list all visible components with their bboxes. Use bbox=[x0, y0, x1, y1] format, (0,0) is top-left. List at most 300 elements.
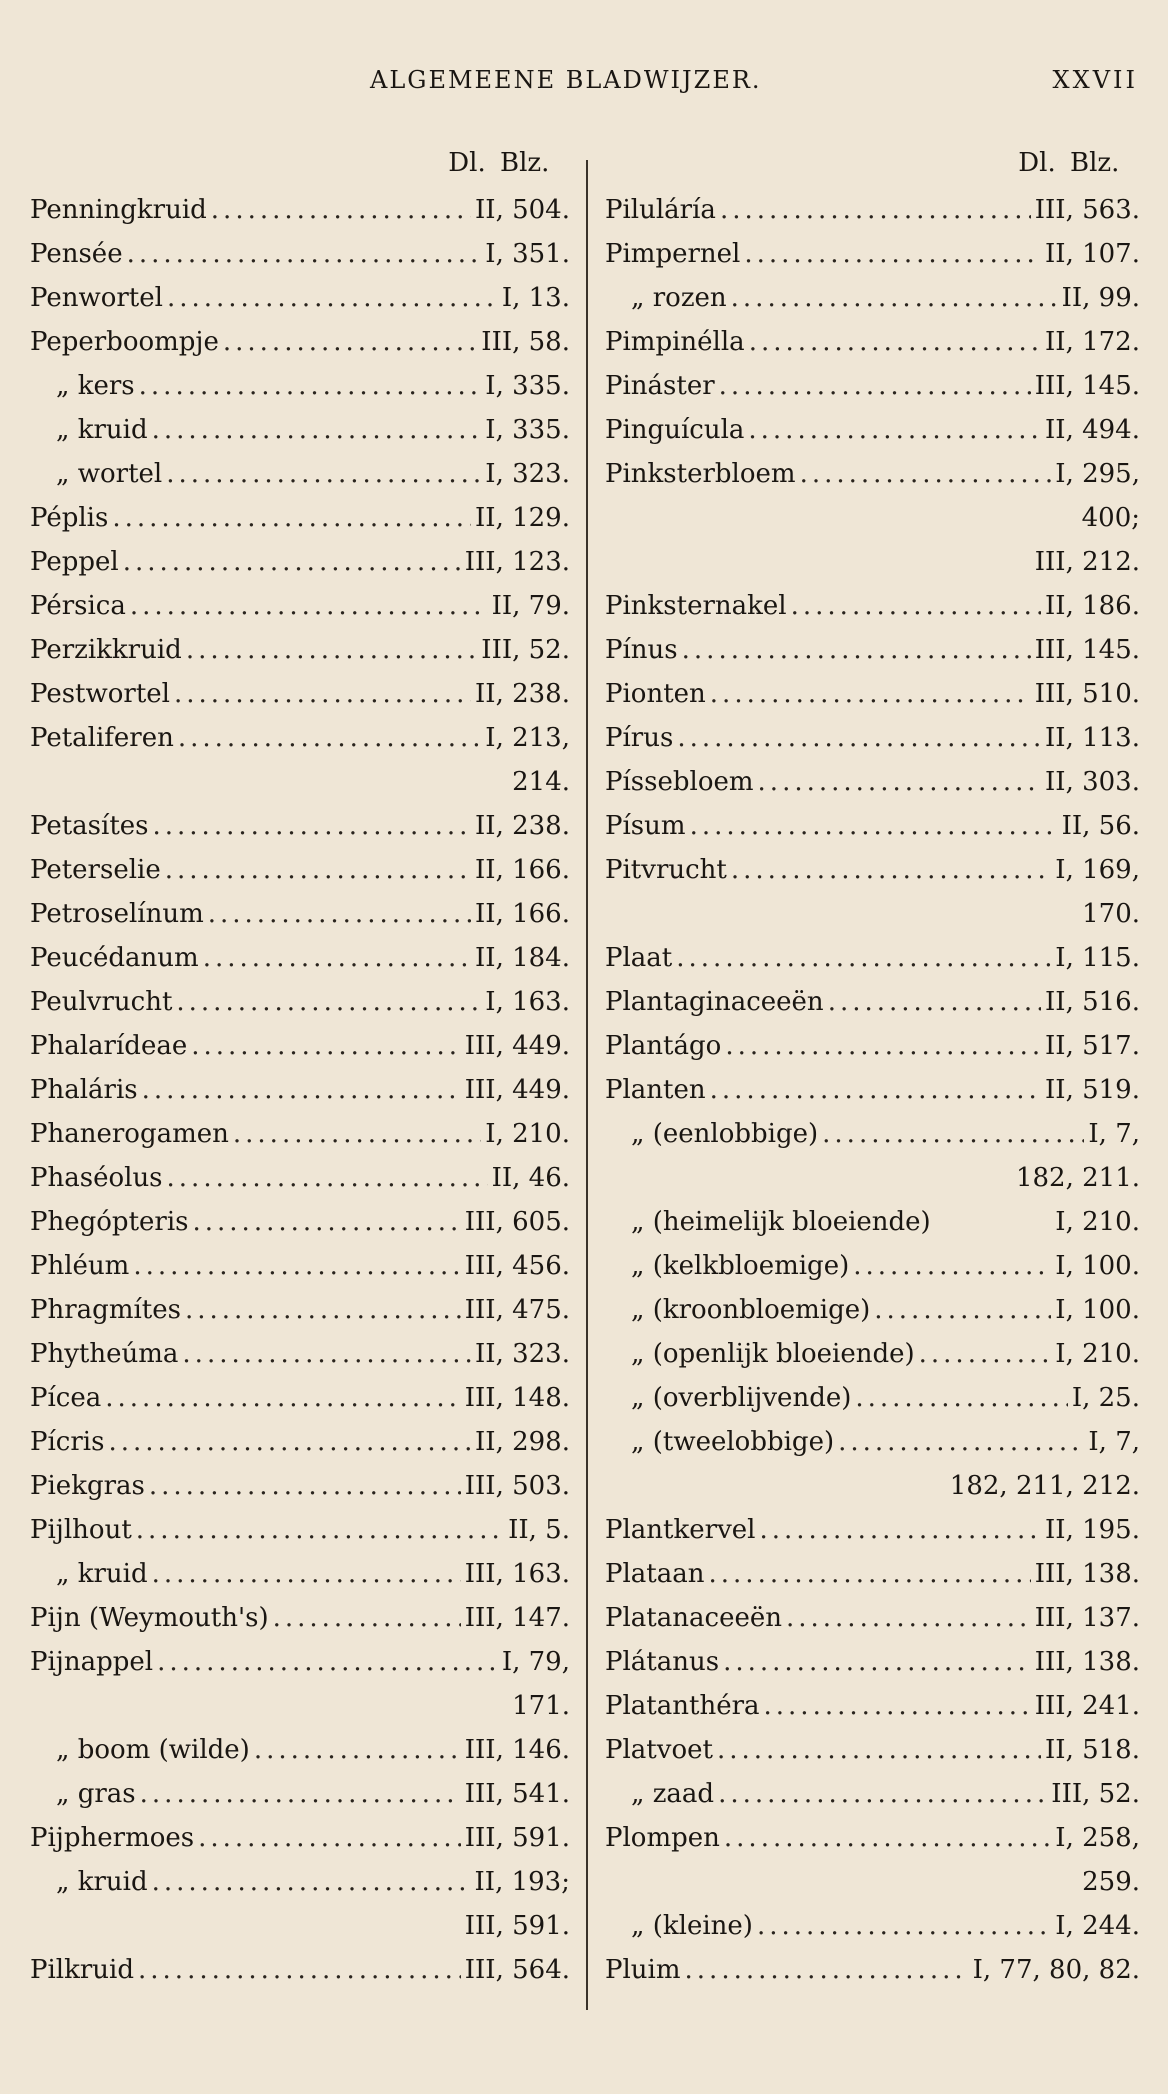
entry-reference: I, 210. bbox=[1055, 1207, 1140, 1237]
index-entry bbox=[605, 584, 1140, 628]
entry-reference: III, 605. bbox=[464, 1207, 570, 1237]
index-entry bbox=[605, 1772, 1140, 1816]
entry-term: Pitvrucht bbox=[605, 855, 727, 885]
index-entry-continuation bbox=[605, 496, 1140, 540]
entry-term: „ (eenlobbige) bbox=[631, 1119, 819, 1149]
dot-leader bbox=[233, 1112, 481, 1156]
entry-term: „ kruid bbox=[56, 1867, 148, 1897]
index-entry bbox=[30, 364, 570, 408]
entry-reference: III, 503. bbox=[464, 1471, 570, 1501]
dot-leader bbox=[724, 1816, 1051, 1860]
index-entry bbox=[605, 848, 1140, 892]
dot-leader bbox=[828, 980, 1041, 1024]
entry-term: Petaliferen bbox=[30, 723, 174, 753]
entry-term: Plantaginaceeën bbox=[605, 987, 824, 1017]
index-entry bbox=[605, 232, 1140, 276]
entry-reference: III, 591. bbox=[464, 1823, 570, 1853]
dot-leader bbox=[919, 1332, 1052, 1376]
entry-term: Pestwortel bbox=[30, 679, 170, 709]
entry-term: „ zaad bbox=[631, 1779, 715, 1809]
dot-leader bbox=[718, 1772, 1047, 1816]
entry-reference: I, 163. bbox=[485, 987, 570, 1017]
entry-reference: I, 210. bbox=[485, 1119, 570, 1149]
column-header bbox=[605, 148, 1140, 188]
index-entry bbox=[605, 1816, 1140, 1860]
entry-reference: III, 456. bbox=[464, 1251, 570, 1281]
entry-reference: II, 517. bbox=[1045, 1031, 1140, 1061]
entry-term: Penwortel bbox=[30, 283, 163, 313]
index-entry bbox=[30, 1068, 570, 1112]
entry-term: Planten bbox=[605, 1075, 706, 1105]
entry-reference: III, 123. bbox=[464, 547, 570, 577]
entry-reference: II, 79. bbox=[491, 591, 570, 621]
entry-term: Phytheúma bbox=[30, 1339, 179, 1369]
entry-reference: III, 146. bbox=[464, 1735, 570, 1765]
entry-reference: II, 238. bbox=[475, 679, 570, 709]
dot-leader bbox=[166, 452, 481, 496]
entry-term: Pijnappel bbox=[30, 1647, 154, 1677]
dot-leader bbox=[165, 848, 471, 892]
entry-term: „ gras bbox=[56, 1779, 136, 1809]
index-entry bbox=[605, 760, 1140, 804]
entry-reference: 259. bbox=[1082, 1867, 1140, 1897]
entry-reference: III, 564. bbox=[464, 1955, 570, 1985]
entry-term: „ (kleine) bbox=[631, 1911, 753, 1941]
index-entry bbox=[605, 1508, 1140, 1552]
dot-leader bbox=[182, 1332, 471, 1376]
dot-leader bbox=[254, 1728, 461, 1772]
dot-leader bbox=[138, 1948, 461, 1992]
entry-reference: I, 7, bbox=[1088, 1427, 1140, 1457]
index-entry bbox=[605, 320, 1140, 364]
index-entry bbox=[605, 276, 1140, 320]
dot-leader bbox=[153, 804, 472, 848]
index-entry-continuation bbox=[30, 1904, 570, 1948]
entry-reference: II, 193; bbox=[474, 1867, 570, 1897]
index-entry bbox=[30, 1772, 570, 1816]
index-entry bbox=[30, 892, 570, 936]
index-entry bbox=[30, 1112, 570, 1156]
entry-term: Petasítes bbox=[30, 811, 149, 841]
entry-reference: I, 79, bbox=[501, 1647, 570, 1677]
entry-term: Piluláría bbox=[605, 195, 716, 225]
index-entry bbox=[30, 980, 570, 1024]
dot-leader bbox=[853, 1244, 1051, 1288]
left-column bbox=[30, 148, 570, 1992]
entry-term: Peulvrucht bbox=[30, 987, 173, 1017]
entry-term: Pínus bbox=[605, 635, 678, 665]
index-entry bbox=[30, 1200, 570, 1244]
entry-reference: 214. bbox=[512, 767, 570, 797]
dot-leader bbox=[791, 584, 1041, 628]
index-entry bbox=[30, 1860, 570, 1904]
dot-leader bbox=[723, 1640, 1031, 1684]
entry-term: Pimpernel bbox=[605, 239, 741, 269]
index-entry bbox=[605, 936, 1140, 980]
dot-leader bbox=[855, 1376, 1067, 1420]
index-entry bbox=[605, 1948, 1140, 1992]
dot-leader bbox=[157, 1640, 498, 1684]
index-entry bbox=[30, 452, 570, 496]
entry-term: Plataan bbox=[605, 1559, 705, 1589]
entry-term: Pináster bbox=[605, 371, 715, 401]
entry-reference: III, 58. bbox=[481, 327, 570, 357]
index-entry bbox=[605, 672, 1140, 716]
entry-term: Pluim bbox=[605, 1955, 681, 1985]
entry-term: Piekgras bbox=[30, 1471, 145, 1501]
entry-term: Pírus bbox=[605, 723, 674, 753]
entry-reference: III, 145. bbox=[1034, 635, 1140, 665]
index-entry bbox=[30, 276, 570, 320]
index-entries bbox=[30, 188, 570, 1992]
index-entry bbox=[30, 848, 570, 892]
entry-term: Pinguícula bbox=[605, 415, 745, 445]
dot-leader bbox=[133, 1244, 460, 1288]
index-entry bbox=[30, 1244, 570, 1288]
entry-reference: III, 148. bbox=[464, 1383, 570, 1413]
entry-term: Pícris bbox=[30, 1427, 105, 1457]
dot-leader bbox=[757, 1904, 1051, 1948]
entry-reference: I, 335. bbox=[485, 415, 570, 445]
index-entry bbox=[30, 716, 570, 760]
dot-leader bbox=[198, 1816, 461, 1860]
index-entry bbox=[605, 1904, 1140, 1948]
dot-leader bbox=[193, 1200, 461, 1244]
dot-leader bbox=[167, 1156, 488, 1200]
index-entry bbox=[30, 188, 570, 232]
index-entry-continuation bbox=[30, 760, 570, 804]
column-divider bbox=[586, 160, 588, 2010]
entry-reference: I, 13. bbox=[501, 283, 570, 313]
index-entry bbox=[605, 1376, 1140, 1420]
entry-term: Písum bbox=[605, 811, 686, 841]
entry-reference: III, 449. bbox=[464, 1075, 570, 1105]
dot-leader bbox=[191, 1024, 461, 1068]
index-entry bbox=[605, 1024, 1140, 1068]
entry-term: Peperboompje bbox=[30, 327, 219, 357]
dot-leader bbox=[178, 716, 481, 760]
entry-reference: II, 56. bbox=[1061, 811, 1140, 841]
entry-reference: II, 113. bbox=[1045, 723, 1140, 753]
dot-leader bbox=[273, 1596, 461, 1640]
index-entry bbox=[605, 188, 1140, 232]
entry-term: „ kruid bbox=[56, 1559, 148, 1589]
dot-leader bbox=[140, 1772, 461, 1816]
entry-reference: I, 244. bbox=[1055, 1911, 1140, 1941]
index-entry-continuation bbox=[605, 540, 1140, 584]
entry-reference: 400; bbox=[1081, 503, 1140, 533]
entry-reference: II, 107. bbox=[1045, 239, 1140, 269]
entry-reference: I, 323. bbox=[485, 459, 570, 489]
running-title: ALGEMEENE BLADWIJZER. bbox=[370, 66, 762, 94]
index-entry bbox=[605, 628, 1140, 672]
dot-leader bbox=[223, 320, 477, 364]
entry-reference: III, 138. bbox=[1034, 1647, 1140, 1677]
index-entry bbox=[30, 408, 570, 452]
entry-reference: I, 77, 80, 82. bbox=[972, 1955, 1140, 1985]
index-entry bbox=[30, 320, 570, 364]
dot-leader bbox=[105, 1376, 461, 1420]
index-entry bbox=[605, 408, 1140, 452]
entry-term: Peucédanum bbox=[30, 943, 199, 973]
index-entry bbox=[30, 584, 570, 628]
entry-reference: II, 129. bbox=[475, 503, 570, 533]
entry-term: „ (openlijk bloeiende) bbox=[631, 1339, 915, 1369]
index-entry bbox=[30, 1332, 570, 1376]
dot-leader bbox=[838, 1420, 1084, 1464]
index-entry bbox=[30, 804, 570, 848]
index-entry bbox=[605, 1288, 1140, 1332]
entry-reference: III, 138. bbox=[1034, 1559, 1140, 1589]
entry-reference: I, 295, bbox=[1055, 459, 1140, 489]
dot-leader bbox=[717, 1728, 1041, 1772]
entry-reference: II, 238. bbox=[475, 811, 570, 841]
dot-leader bbox=[709, 1552, 1031, 1596]
entry-term: Pérsica bbox=[30, 591, 126, 621]
dot-leader bbox=[874, 1288, 1051, 1332]
dot-leader bbox=[208, 892, 471, 936]
entry-term: Platanthéra bbox=[605, 1691, 760, 1721]
volume-heading: Dl. bbox=[448, 148, 486, 178]
entry-term: Péplis bbox=[30, 503, 109, 533]
index-entry bbox=[605, 1244, 1140, 1288]
entry-reference: 182, 211. bbox=[1015, 1163, 1140, 1193]
entry-reference: 170. bbox=[1082, 899, 1140, 929]
dot-leader bbox=[685, 1948, 969, 1992]
entry-reference: II, 186. bbox=[1045, 591, 1140, 621]
entry-reference: II, 166. bbox=[475, 855, 570, 885]
index-entry bbox=[605, 1200, 1140, 1244]
entry-term: „ rozen bbox=[631, 283, 727, 313]
entry-term: „ (kroonbloemige) bbox=[631, 1295, 871, 1325]
page-heading: Blz. bbox=[1070, 148, 1120, 178]
entry-reference: I, 115. bbox=[1055, 943, 1140, 973]
entry-term: Phalarídeae bbox=[30, 1031, 188, 1061]
index-entry bbox=[30, 1156, 570, 1200]
entry-term: „ wortel bbox=[56, 459, 163, 489]
entry-reference: I, 351. bbox=[485, 239, 570, 269]
index-entry bbox=[30, 1728, 570, 1772]
entry-term: Plompen bbox=[605, 1823, 720, 1853]
dot-leader bbox=[185, 1288, 461, 1332]
entry-reference: II, 184. bbox=[475, 943, 570, 973]
column-header bbox=[30, 148, 570, 188]
entry-term: „ (tweelobbige) bbox=[631, 1427, 835, 1457]
dot-leader bbox=[744, 232, 1041, 276]
entry-reference: II, 494. bbox=[1045, 415, 1140, 445]
index-entry bbox=[605, 1068, 1140, 1112]
entry-reference: II, 5. bbox=[508, 1515, 570, 1545]
dot-leader bbox=[139, 364, 482, 408]
entry-term: „ boom (wilde) bbox=[56, 1735, 250, 1765]
entry-term: Plaat bbox=[605, 943, 673, 973]
index-entry bbox=[30, 672, 570, 716]
index-entry bbox=[30, 1640, 570, 1684]
dot-leader bbox=[748, 408, 1041, 452]
entry-term: „ kruid bbox=[56, 415, 148, 445]
index-entry bbox=[605, 980, 1140, 1024]
index-entry bbox=[30, 1420, 570, 1464]
entry-term: Phegópteris bbox=[30, 1207, 189, 1237]
entry-term: Peppel bbox=[30, 547, 119, 577]
entry-reference: I, 258, bbox=[1055, 1823, 1140, 1853]
entry-reference: I, 210. bbox=[1055, 1339, 1140, 1369]
entry-reference: I, 335. bbox=[485, 371, 570, 401]
entry-reference: I, 100. bbox=[1055, 1251, 1140, 1281]
entry-reference: III, 510. bbox=[1034, 679, 1140, 709]
volume-heading: Dl. bbox=[1018, 148, 1056, 178]
entry-reference: II, 516. bbox=[1045, 987, 1140, 1017]
entry-reference: III, 241. bbox=[1034, 1691, 1140, 1721]
dot-leader bbox=[800, 452, 1052, 496]
page-header bbox=[0, 66, 1168, 106]
index-entry bbox=[605, 452, 1140, 496]
entry-reference: III, 449. bbox=[464, 1031, 570, 1061]
dot-leader bbox=[112, 496, 471, 540]
index-entry-continuation bbox=[30, 1684, 570, 1728]
dot-leader bbox=[167, 276, 498, 320]
dot-leader bbox=[176, 980, 481, 1024]
entry-reference: III, 591. bbox=[464, 1911, 570, 1941]
entry-term: „ (kelkbloemige) bbox=[631, 1251, 850, 1281]
dot-leader bbox=[749, 320, 1041, 364]
dot-leader bbox=[682, 628, 1031, 672]
index-entry bbox=[30, 1816, 570, 1860]
dot-leader bbox=[719, 364, 1031, 408]
entry-reference: I, 169, bbox=[1055, 855, 1140, 885]
dot-leader bbox=[710, 1068, 1041, 1112]
index-entry-continuation bbox=[605, 1156, 1140, 1200]
entry-reference: II, 298. bbox=[475, 1427, 570, 1457]
entry-term: Phaséolus bbox=[30, 1163, 163, 1193]
entry-term: Pilkruid bbox=[30, 1955, 135, 1985]
entry-reference: III, 52. bbox=[481, 635, 570, 665]
entry-reference: II, 303. bbox=[1045, 767, 1140, 797]
entry-term: Phragmítes bbox=[30, 1295, 181, 1325]
dot-leader bbox=[108, 1420, 471, 1464]
dot-leader bbox=[731, 276, 1058, 320]
entry-term: Pinksternakel bbox=[605, 591, 787, 621]
page-heading: Blz. bbox=[500, 148, 550, 178]
index-entry-continuation bbox=[605, 1464, 1140, 1508]
dot-leader bbox=[764, 1684, 1031, 1728]
entry-reference: III, 147. bbox=[464, 1603, 570, 1633]
entry-term: Plátanus bbox=[605, 1647, 720, 1677]
entry-reference: III, 145. bbox=[1034, 371, 1140, 401]
dot-leader bbox=[127, 232, 482, 276]
entry-reference: III, 212. bbox=[1034, 547, 1140, 577]
index-entry bbox=[30, 1376, 570, 1420]
index-entry bbox=[605, 804, 1140, 848]
dot-leader bbox=[149, 1464, 461, 1508]
entry-term: Plantkervel bbox=[605, 1515, 756, 1545]
index-entry bbox=[605, 716, 1140, 760]
entry-reference: I, 100. bbox=[1055, 1295, 1140, 1325]
entry-reference: II, 99. bbox=[1061, 283, 1140, 313]
index-entry bbox=[605, 1684, 1140, 1728]
entry-term: „ kers bbox=[56, 371, 135, 401]
dot-leader bbox=[136, 1508, 504, 1552]
entry-term: Phanerogamen bbox=[30, 1119, 229, 1149]
dot-leader bbox=[130, 584, 488, 628]
entry-term: Pijphermoes bbox=[30, 1823, 195, 1853]
entry-term: Phléum bbox=[30, 1251, 130, 1281]
entry-term: Phaláris bbox=[30, 1075, 138, 1105]
entry-reference: II, 518. bbox=[1045, 1735, 1140, 1765]
entry-reference: II, 519. bbox=[1045, 1075, 1140, 1105]
entry-term: Pensée bbox=[30, 239, 123, 269]
entry-reference: II, 504. bbox=[475, 195, 570, 225]
page-number: XXVII bbox=[1052, 66, 1138, 94]
dot-leader bbox=[710, 672, 1031, 716]
index-entry bbox=[605, 1596, 1140, 1640]
index-entry bbox=[30, 936, 570, 980]
dot-leader bbox=[786, 1596, 1031, 1640]
entry-reference: II, 195. bbox=[1045, 1515, 1140, 1545]
dot-leader bbox=[677, 716, 1041, 760]
dot-leader bbox=[731, 848, 1051, 892]
entry-reference: III, 563. bbox=[1034, 195, 1140, 225]
index-entry-continuation bbox=[605, 1860, 1140, 1904]
index-entry-continuation bbox=[605, 892, 1140, 936]
dot-leader bbox=[690, 804, 1058, 848]
index-entry bbox=[30, 628, 570, 672]
entry-term: Pícea bbox=[30, 1383, 102, 1413]
index-entry bbox=[30, 540, 570, 584]
entry-term: „ (heimelijk bloeiende) bbox=[631, 1207, 931, 1237]
entry-reference: III, 52. bbox=[1051, 1779, 1140, 1809]
dot-leader bbox=[152, 1552, 461, 1596]
entry-term: Pimpinélla bbox=[605, 327, 745, 357]
index-entry bbox=[30, 232, 570, 276]
dot-leader bbox=[186, 628, 477, 672]
entry-reference: I, 25. bbox=[1071, 1383, 1140, 1413]
index-entry bbox=[30, 1596, 570, 1640]
entry-term: Píssebloem bbox=[605, 767, 754, 797]
dot-leader bbox=[759, 1508, 1041, 1552]
entry-reference: II, 172. bbox=[1045, 327, 1140, 357]
entry-term: Penningkruid bbox=[30, 195, 207, 225]
entry-term: Pijlhout bbox=[30, 1515, 132, 1545]
dot-leader bbox=[123, 540, 461, 584]
dot-leader bbox=[152, 1860, 471, 1904]
index-entry bbox=[30, 1464, 570, 1508]
entry-reference: I, 7, bbox=[1088, 1119, 1140, 1149]
dot-leader bbox=[822, 1112, 1084, 1156]
entry-reference: III, 137. bbox=[1034, 1603, 1140, 1633]
right-column bbox=[605, 148, 1140, 1992]
index-entry bbox=[30, 1024, 570, 1068]
dot-leader bbox=[203, 936, 471, 980]
entry-reference: III, 163. bbox=[464, 1559, 570, 1589]
entry-reference: 182, 211, 212. bbox=[949, 1471, 1140, 1501]
index-entry bbox=[30, 1508, 570, 1552]
dot-leader bbox=[211, 188, 471, 232]
index-entry bbox=[605, 1332, 1140, 1376]
index-entries bbox=[605, 188, 1140, 1992]
dot-leader bbox=[720, 188, 1031, 232]
entry-term: Pijn (Weymouth's) bbox=[30, 1603, 269, 1633]
index-entry bbox=[30, 1288, 570, 1332]
entry-term: Platvoet bbox=[605, 1735, 713, 1765]
index-entry bbox=[605, 1112, 1140, 1156]
dot-leader bbox=[174, 672, 471, 716]
index-entry bbox=[605, 1728, 1140, 1772]
entry-reference: III, 541. bbox=[464, 1779, 570, 1809]
entry-reference: II, 166. bbox=[475, 899, 570, 929]
index-entry bbox=[605, 1552, 1140, 1596]
entry-term: Platanaceeën bbox=[605, 1603, 782, 1633]
